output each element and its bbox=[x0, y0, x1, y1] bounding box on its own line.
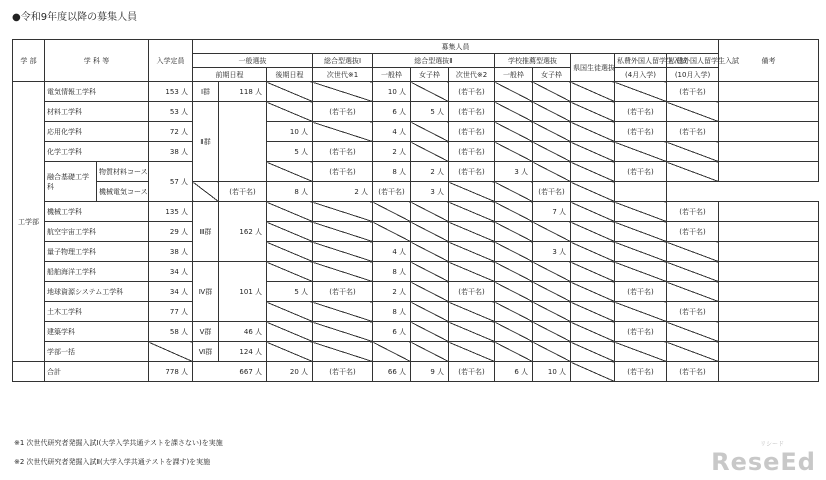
fusion-dept-cell: 融合基礎工学科 bbox=[45, 162, 97, 202]
group-cell: Ⅱ群 bbox=[193, 102, 219, 182]
school-general-cell bbox=[495, 262, 533, 282]
comp2-general-cell: 6 人 bbox=[373, 322, 411, 342]
october-cell bbox=[667, 142, 719, 162]
early-header: 前期日程 bbox=[193, 68, 267, 82]
school-female-cell bbox=[533, 142, 571, 162]
comp2-next-cell: (若干名) bbox=[373, 182, 411, 202]
department-name-cell: 建築学科 bbox=[45, 322, 149, 342]
prefectural-cell bbox=[571, 242, 615, 262]
comp2-general-cell bbox=[373, 202, 411, 222]
comp1-cell bbox=[313, 342, 373, 362]
comp2-female-cell: 5 人 bbox=[411, 102, 449, 122]
table-row bbox=[13, 122, 819, 142]
comp1-cell: (若干名) bbox=[313, 162, 373, 182]
capacity-cell: 34 人 bbox=[149, 262, 193, 282]
comp1-cell bbox=[313, 322, 373, 342]
comp1-cell bbox=[313, 242, 373, 262]
late-cell bbox=[267, 322, 313, 342]
department-name-cell: 化学工学科 bbox=[45, 142, 149, 162]
table-row bbox=[13, 342, 819, 362]
remarks-cell bbox=[719, 162, 819, 182]
april-cell bbox=[615, 202, 667, 222]
comp1-cell: (若干名) bbox=[313, 102, 373, 122]
prefectural-cell bbox=[571, 162, 615, 182]
comp1-cell: (若干名) bbox=[313, 282, 373, 302]
school-general-cell bbox=[495, 82, 533, 102]
late-cell bbox=[267, 342, 313, 362]
early-cell: 101 人 bbox=[219, 262, 267, 322]
recruitment-table bbox=[12, 39, 819, 382]
comp2-next-cell: (若干名) bbox=[449, 282, 495, 302]
table-row bbox=[13, 282, 819, 302]
school-female-cell bbox=[533, 102, 571, 122]
recruitment-header: 募集人員 bbox=[193, 40, 719, 54]
october-cell: (若干名) bbox=[667, 222, 719, 242]
comp2-general-cell bbox=[373, 342, 411, 362]
prefectural-cell bbox=[571, 202, 615, 222]
late-cell bbox=[267, 302, 313, 322]
comp1-cell bbox=[313, 262, 373, 282]
comp2-next-cell bbox=[449, 342, 495, 362]
comp2-header: 総合型選抜Ⅱ bbox=[373, 54, 495, 68]
april-cell bbox=[615, 82, 667, 102]
prefectural-cell bbox=[571, 342, 615, 362]
april-cell: (若干名) bbox=[615, 162, 667, 182]
prefectural-cell bbox=[495, 182, 533, 202]
school-general-cell bbox=[495, 102, 533, 122]
school-female-cell bbox=[533, 342, 571, 362]
early-cell: 162 人 bbox=[219, 202, 267, 262]
footnote-1: ※1 次世代研究者発掘入試Ⅰ(大学入学共通テストを課さない)を実施 bbox=[14, 439, 223, 447]
school-general-cell bbox=[495, 282, 533, 302]
department-header: 学 科 等 bbox=[45, 40, 149, 82]
department-name-cell: 材料工学科 bbox=[45, 102, 149, 122]
total-april-cell: (若干名) bbox=[615, 362, 667, 382]
comp2-general-cell bbox=[373, 222, 411, 242]
total-school-general-cell: 6 人 bbox=[495, 362, 533, 382]
comp2-next-cell: (若干名) bbox=[449, 102, 495, 122]
school-general-cell: 3 人 bbox=[411, 182, 449, 202]
remarks-cell bbox=[615, 182, 667, 202]
comp1-cell: (若干名) bbox=[219, 182, 267, 202]
total-comp2-general-cell: 66 人 bbox=[373, 362, 411, 382]
page-title: ●令和9年度以降の募集人員 bbox=[12, 12, 138, 23]
april-cell: (若干名) bbox=[615, 122, 667, 142]
footnote-2: ※2 次世代研究者発掘入試Ⅱ(大学入学共通テストを課す)を実施 bbox=[14, 458, 211, 466]
department-name-cell: 電気情報工学科 bbox=[45, 82, 149, 102]
late-cell bbox=[193, 182, 219, 202]
private-apr-header: 私費外国人留学生入試 bbox=[615, 54, 667, 68]
comp2-next-cell: (若干名) bbox=[449, 142, 495, 162]
school-female-cell bbox=[533, 302, 571, 322]
total-remarks-cell bbox=[719, 362, 819, 382]
october-cell bbox=[667, 282, 719, 302]
early-cell: 124 人 bbox=[219, 342, 267, 362]
april-cell bbox=[615, 242, 667, 262]
october-cell: (若干名) bbox=[667, 202, 719, 222]
comp1-cell bbox=[313, 302, 373, 322]
comp2-general-cell: 2 人 bbox=[373, 282, 411, 302]
total-capacity-cell: 778 人 bbox=[149, 362, 193, 382]
capacity-cell: 153 人 bbox=[149, 82, 193, 102]
total-late-cell: 20 人 bbox=[267, 362, 313, 382]
comp2-female-cell bbox=[411, 342, 449, 362]
remarks-header: 備考 bbox=[719, 40, 819, 82]
course-name-cell: 物質材料コース bbox=[97, 162, 149, 182]
early-cell: 118 人 bbox=[219, 82, 267, 102]
comp1-cell bbox=[313, 122, 373, 142]
prefectural-cell bbox=[571, 122, 615, 142]
comp2-female-cell: 2 人 bbox=[411, 162, 449, 182]
october-cell bbox=[667, 242, 719, 262]
total-early-cell: 667 人 bbox=[193, 362, 267, 382]
remarks-cell bbox=[719, 262, 819, 282]
late-cell bbox=[267, 222, 313, 242]
october-cell: (若干名) bbox=[667, 82, 719, 102]
table-row bbox=[13, 202, 819, 222]
school-female-cell: 7 人 bbox=[533, 202, 571, 222]
remarks-cell bbox=[719, 82, 819, 102]
total-label-cell: 合計 bbox=[45, 362, 149, 382]
remarks-cell bbox=[719, 322, 819, 342]
comp2-next-cell bbox=[449, 242, 495, 262]
capacity-cell: 72 人 bbox=[149, 122, 193, 142]
comp2-female-cell bbox=[411, 142, 449, 162]
capacity-cell: 57 人 bbox=[149, 162, 193, 202]
april-cell bbox=[615, 222, 667, 242]
remarks-cell bbox=[719, 102, 819, 122]
total-school-female-cell: 10 人 bbox=[533, 362, 571, 382]
comp2-general-cell: 4 人 bbox=[373, 122, 411, 142]
comp2-female-cell bbox=[411, 302, 449, 322]
april-header: (4月入学) bbox=[615, 68, 667, 82]
table-row bbox=[13, 102, 819, 122]
prefectural-cell bbox=[571, 302, 615, 322]
table-body bbox=[13, 82, 819, 382]
school-general-cell bbox=[495, 322, 533, 342]
capacity-cell: 135 人 bbox=[149, 202, 193, 222]
capacity-cell: 38 人 bbox=[149, 242, 193, 262]
capacity-cell: 29 人 bbox=[149, 222, 193, 242]
table-row bbox=[13, 262, 819, 282]
female-frame-header: 女子枠 bbox=[411, 68, 449, 82]
school-female-cell bbox=[533, 222, 571, 242]
school-female-cell bbox=[533, 82, 571, 102]
comp2-next-cell bbox=[449, 202, 495, 222]
october-cell: (若干名) bbox=[667, 122, 719, 142]
school-female-cell bbox=[533, 322, 571, 342]
comp2-next-cell bbox=[449, 322, 495, 342]
late-cell bbox=[267, 162, 313, 182]
late-cell bbox=[267, 242, 313, 262]
october-cell bbox=[667, 342, 719, 362]
late-cell bbox=[267, 82, 313, 102]
group-cell: Ⅴ群 bbox=[193, 322, 219, 342]
school-general-cell bbox=[495, 302, 533, 322]
department-name-cell: 土木工学科 bbox=[45, 302, 149, 322]
department-name-cell: 応用化学科 bbox=[45, 122, 149, 142]
comp2-general-cell: 6 人 bbox=[373, 102, 411, 122]
late-cell bbox=[267, 262, 313, 282]
remarks-cell bbox=[719, 202, 819, 222]
table-row bbox=[13, 222, 819, 242]
group-cell: Ⅳ群 bbox=[193, 262, 219, 322]
school-general-cell bbox=[495, 242, 533, 262]
remarks-cell bbox=[719, 242, 819, 262]
school-header: 学校推薦型選抜 bbox=[495, 54, 571, 68]
comp2-next-cell: (若干名) bbox=[449, 162, 495, 182]
october-cell bbox=[667, 322, 719, 342]
school-female-cell bbox=[533, 262, 571, 282]
comp2-female-cell: 2 人 bbox=[313, 182, 373, 202]
comp2-general-cell: 4 人 bbox=[373, 242, 411, 262]
remarks-cell bbox=[719, 122, 819, 142]
comp2-female-cell bbox=[411, 262, 449, 282]
late-cell: 5 人 bbox=[267, 282, 313, 302]
comp2-general-cell: 2 人 bbox=[373, 142, 411, 162]
table-row bbox=[13, 242, 819, 262]
total-prefectural-cell bbox=[571, 362, 615, 382]
total-october-cell: (若干名) bbox=[667, 362, 719, 382]
table-row bbox=[13, 142, 819, 162]
comp2-general-cell: 8 人 bbox=[373, 162, 411, 182]
october-cell: (若干名) bbox=[667, 302, 719, 322]
next2-header: 次世代※2 bbox=[449, 68, 495, 82]
comp2-general-cell: 10 人 bbox=[373, 82, 411, 102]
comp2-next-cell bbox=[449, 222, 495, 242]
late-header: 後期日程 bbox=[267, 68, 313, 82]
capacity-cell bbox=[149, 342, 193, 362]
prefectural-cell bbox=[571, 322, 615, 342]
capacity-cell: 77 人 bbox=[149, 302, 193, 322]
school-general-cell: 3 人 bbox=[495, 162, 533, 182]
school-general-header: 一般枠 bbox=[495, 68, 533, 82]
comp2-general-cell: 8 人 bbox=[267, 182, 313, 202]
capacity-cell: 58 人 bbox=[149, 322, 193, 342]
comp1-cell bbox=[313, 82, 373, 102]
october-cell bbox=[667, 262, 719, 282]
department-name-cell: 学部一括 bbox=[45, 342, 149, 362]
april-cell bbox=[615, 302, 667, 322]
october-cell bbox=[667, 102, 719, 122]
comp1-cell: (若干名) bbox=[313, 142, 373, 162]
school-female-cell bbox=[449, 182, 495, 202]
faculty-cell: 工学部 bbox=[13, 82, 45, 362]
comp1-cell bbox=[313, 222, 373, 242]
prefectural-cell bbox=[571, 142, 615, 162]
comp2-female-cell bbox=[411, 202, 449, 222]
prefectural-cell bbox=[571, 82, 615, 102]
october-cell bbox=[571, 182, 615, 202]
prefectural-cell bbox=[571, 102, 615, 122]
group-cell: Ⅰ群 bbox=[193, 82, 219, 102]
prefectural-cell bbox=[571, 222, 615, 242]
april-cell bbox=[615, 342, 667, 362]
late-cell: 10 人 bbox=[267, 122, 313, 142]
table-row bbox=[13, 162, 819, 182]
school-general-cell bbox=[495, 202, 533, 222]
prefectural-header: 県国生徒選抜 bbox=[571, 54, 615, 82]
school-general-cell bbox=[495, 342, 533, 362]
comp2-next-cell bbox=[449, 262, 495, 282]
total-comp2-next-cell: (若干名) bbox=[449, 362, 495, 382]
school-female-cell: 3 人 bbox=[533, 242, 571, 262]
remarks-cell bbox=[719, 222, 819, 242]
april-cell: (若干名) bbox=[615, 282, 667, 302]
course-name-cell: 機械電気コース bbox=[97, 182, 149, 202]
october-cell bbox=[667, 162, 719, 182]
department-name-cell: 地球資源システム工学科 bbox=[45, 282, 149, 302]
comp2-general-cell: 8 人 bbox=[373, 302, 411, 322]
total-row bbox=[13, 362, 819, 382]
comp2-female-cell bbox=[411, 222, 449, 242]
prefectural-cell bbox=[571, 282, 615, 302]
comp2-female-cell bbox=[411, 122, 449, 142]
october-header: (10月入学) bbox=[667, 68, 719, 82]
table-row bbox=[13, 302, 819, 322]
capacity-cell: 38 人 bbox=[149, 142, 193, 162]
comp1-cell bbox=[313, 202, 373, 222]
general-frame-header: 一般枠 bbox=[373, 68, 411, 82]
late-cell bbox=[267, 102, 313, 122]
april-cell bbox=[615, 262, 667, 282]
april-cell: (若干名) bbox=[533, 182, 571, 202]
group-cell: Ⅵ群 bbox=[193, 342, 219, 362]
department-name-cell: 機械工学科 bbox=[45, 202, 149, 222]
school-female-cell bbox=[533, 162, 571, 182]
total-comp1-cell: (若干名) bbox=[313, 362, 373, 382]
next1-header: 次世代※1 bbox=[313, 68, 373, 82]
school-female-cell bbox=[533, 122, 571, 142]
april-cell: (若干名) bbox=[615, 322, 667, 342]
late-cell: 5 人 bbox=[267, 142, 313, 162]
early-cell bbox=[219, 102, 267, 182]
department-name-cell: 量子物理工学科 bbox=[45, 242, 149, 262]
school-general-cell bbox=[495, 122, 533, 142]
comp2-general-cell: 8 人 bbox=[373, 262, 411, 282]
april-cell: (若干名) bbox=[615, 102, 667, 122]
capacity-header: 入学定員 bbox=[149, 40, 193, 82]
general-header: 一般選抜 bbox=[193, 54, 313, 68]
remarks-cell bbox=[719, 342, 819, 362]
school-female-header: 女子枠 bbox=[533, 68, 571, 82]
early-cell: 46 人 bbox=[219, 322, 267, 342]
prefectural-cell bbox=[571, 262, 615, 282]
april-cell bbox=[615, 142, 667, 162]
total-comp2-female-cell: 9 人 bbox=[411, 362, 449, 382]
remarks-cell bbox=[719, 142, 819, 162]
department-name-cell: 船舶海洋工学科 bbox=[45, 262, 149, 282]
capacity-cell: 53 人 bbox=[149, 102, 193, 122]
school-general-cell bbox=[495, 142, 533, 162]
table-row bbox=[13, 182, 819, 202]
private-oct-header: 私費外国人留学生入試 bbox=[667, 54, 719, 68]
comp2-female-cell bbox=[411, 82, 449, 102]
logo-subtitle: リシード bbox=[759, 441, 784, 448]
comp2-female-cell bbox=[411, 282, 449, 302]
comp2-female-cell bbox=[411, 322, 449, 342]
school-female-cell bbox=[533, 282, 571, 302]
capacity-cell: 34 人 bbox=[149, 282, 193, 302]
school-general-cell bbox=[495, 222, 533, 242]
remarks-cell bbox=[719, 282, 819, 302]
total-faculty-cell bbox=[13, 362, 45, 382]
table-row bbox=[13, 82, 819, 102]
comp2-next-cell: (若干名) bbox=[449, 82, 495, 102]
remarks-cell bbox=[719, 302, 819, 322]
table-row bbox=[13, 322, 819, 342]
department-name-cell: 航空宇宙工学科 bbox=[45, 222, 149, 242]
comp2-next-cell bbox=[449, 302, 495, 322]
faculty-header: 学 部 bbox=[13, 40, 45, 82]
comp2-next-cell: (若干名) bbox=[449, 122, 495, 142]
comp1-header: 総合型選抜Ⅰ bbox=[313, 54, 373, 68]
late-cell bbox=[267, 202, 313, 222]
resed-logo: ReseEd bbox=[711, 448, 816, 476]
comp2-female-cell bbox=[411, 242, 449, 262]
group-cell: Ⅲ群 bbox=[193, 202, 219, 262]
